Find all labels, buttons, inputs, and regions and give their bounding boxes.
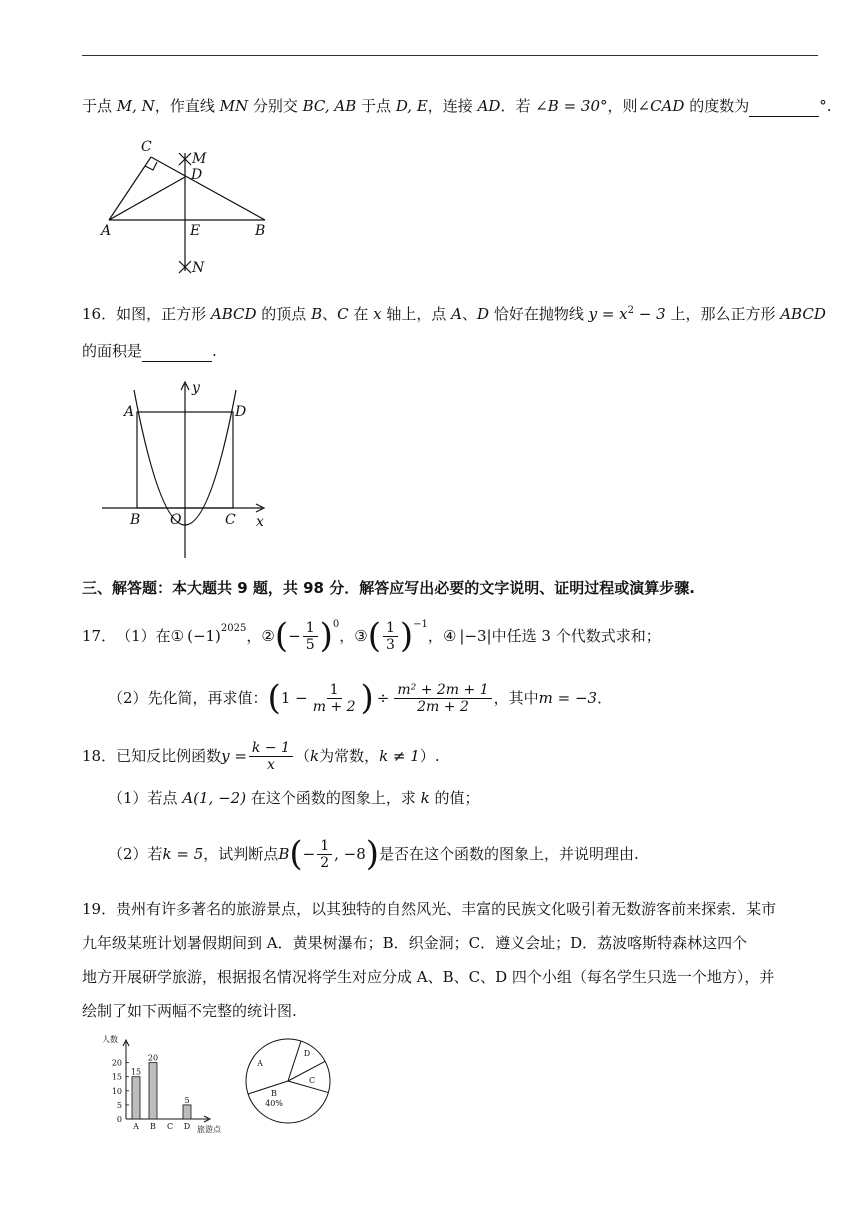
math: k ≠ 1: [379, 747, 420, 765]
math: A(1, −2): [182, 789, 247, 807]
text: .: [212, 342, 217, 360]
circled-number: ③: [354, 627, 368, 645]
q17-part1: [82, 614, 822, 658]
math: k: [309, 747, 320, 765]
question-number: 17．: [82, 627, 117, 645]
exponent: 0: [332, 619, 340, 630]
math: 1 −: [280, 689, 308, 707]
answer-blank[interactable]: [142, 343, 212, 362]
text: 的度数为: [684, 97, 750, 115]
question-number: 18．: [82, 747, 117, 765]
math: k: [420, 789, 430, 807]
text: 的顶点: [256, 305, 312, 323]
text: 分别交: [248, 97, 303, 115]
q18-part2: [108, 832, 848, 876]
math: k = 5: [162, 845, 204, 863]
math: |−3|: [459, 627, 492, 645]
paren-open: (: [367, 616, 381, 656]
text: 如图，正方形: [116, 305, 211, 323]
segment-ad: [109, 177, 185, 220]
text: （1）在: [116, 627, 171, 645]
denominator: x: [266, 756, 275, 773]
text: 是否在这个函数的图象上，并说明理由.: [379, 845, 639, 863]
segment-cb: [151, 157, 265, 220]
bar: [183, 1105, 191, 1119]
fraction: [317, 838, 332, 871]
denominator: 2: [320, 854, 330, 871]
math: ÷: [376, 689, 390, 707]
paren-close: ): [399, 616, 414, 656]
math: B = 30°: [547, 97, 608, 115]
paren-close: ): [319, 616, 333, 656]
text: 恰好在抛物线: [489, 305, 589, 323]
paren-open: (: [267, 678, 281, 718]
text: ，其中: [493, 689, 539, 707]
text: 的面积是: [82, 342, 143, 360]
text: 、: [462, 305, 478, 323]
label-c: C: [141, 139, 152, 155]
y-tick-label: 0: [116, 1115, 122, 1124]
pie-slice-label: C: [308, 1076, 316, 1085]
label-n: N: [192, 260, 205, 276]
data-label: 15: [130, 1067, 142, 1077]
math: −: [302, 845, 316, 863]
text: 为常数，: [319, 747, 380, 765]
q17-part2: [108, 676, 848, 720]
text: 的值；: [429, 789, 480, 807]
text: ，则∠: [607, 97, 651, 115]
math: −: [288, 627, 301, 645]
q19-line2: 九年级某班计划暑假期间到 A．黄果树瀑布；B．织金洞；C．遵义会址；D．荔波喀斯特森林这四个: [82, 934, 748, 952]
text: （2）先化简，再求值：: [108, 689, 268, 707]
numerator: 1: [317, 838, 332, 855]
fraction: [310, 682, 359, 715]
pie-slice-label: B: [271, 1089, 277, 1098]
text: ，作直线: [154, 97, 220, 115]
label-y: y: [192, 380, 200, 396]
fraction: [303, 620, 318, 653]
answer-blank[interactable]: [749, 98, 819, 117]
bar: [149, 1063, 157, 1119]
paren-open: (: [289, 834, 303, 874]
circled-number: ④: [442, 627, 457, 645]
text: ，: [427, 627, 443, 645]
text: （: [294, 747, 310, 765]
label-o: O: [170, 512, 182, 528]
figure-16: [100, 378, 275, 558]
math: , −8: [334, 845, 366, 863]
exponent: 2025: [220, 623, 247, 634]
x-tick-label: D: [183, 1122, 191, 1131]
math: A: [451, 305, 462, 323]
math: B: [278, 845, 290, 863]
text: 、: [322, 305, 338, 323]
label-d: D: [235, 404, 247, 420]
math: y = x: [588, 305, 628, 323]
exponent: 2: [627, 305, 635, 316]
text: ，: [246, 627, 262, 645]
text: 已知反比例函数: [116, 747, 222, 765]
label-a: A: [101, 223, 112, 239]
text: 上，那么正方形: [665, 305, 781, 323]
math: B: [311, 305, 323, 323]
text: 轴上，点: [381, 305, 452, 323]
data-label: 20: [147, 1053, 159, 1063]
text: ．: [597, 689, 613, 707]
q19-line3: 地方开展研学旅游，根据报名情况将学生对应分成 A、B、C、D 四个小组（每名学生只选一个地方），并: [82, 968, 775, 986]
denominator: m + 2: [312, 698, 356, 715]
text: 在这个函数的图象上，求: [246, 789, 421, 807]
label-d: D: [191, 167, 203, 183]
label-m: M: [192, 151, 207, 167]
math: ABCD: [210, 305, 257, 323]
question-number: 16．: [82, 305, 117, 323]
text: 在: [348, 305, 374, 323]
denominator: 3: [385, 636, 395, 653]
q19-line1: 19．贵州有许多著名的旅游景点，以其独特的自然风光、丰富的民族文化吸引着无数游客前来探索．某市: [82, 900, 777, 918]
x-axis-label: 旅游点: [197, 1125, 221, 1134]
math: D: [477, 305, 490, 323]
paren-open: (: [274, 616, 289, 656]
bar: [132, 1077, 140, 1119]
q16-line2: [82, 340, 822, 362]
text: （1）若点: [108, 789, 183, 807]
math: m = −3: [538, 689, 598, 707]
text: ，试判断点: [203, 845, 279, 863]
fraction: [383, 620, 398, 653]
paren-close: ): [365, 834, 380, 874]
label-c: C: [225, 512, 236, 528]
numerator: k − 1: [249, 740, 293, 757]
denominator: 5: [305, 636, 315, 653]
y-tick-label: 15: [111, 1072, 122, 1082]
denominator: 2m + 2: [417, 698, 469, 715]
y-tick-label: 20: [111, 1058, 122, 1068]
text: ．若 ∠: [500, 97, 548, 115]
text: ，: [339, 627, 355, 645]
pie-slice-percent: 40%: [265, 1099, 283, 1108]
math: x: [373, 305, 382, 323]
y-tick-label: 10: [111, 1086, 122, 1096]
math: CAD: [650, 97, 685, 115]
pie-slice-divider: [248, 1081, 288, 1094]
fraction: [394, 682, 491, 715]
math: BC, AB: [302, 97, 357, 115]
bar-chart: [100, 1034, 235, 1134]
text: （2）若: [108, 845, 163, 863]
pie-slice-label: D: [303, 1049, 311, 1058]
label-b: B: [130, 512, 141, 528]
pie-chart: [243, 1036, 333, 1126]
paren-close: ): [360, 678, 374, 718]
math: D, E: [395, 97, 428, 115]
label-x: x: [256, 514, 264, 530]
x-tick-label: A: [133, 1122, 139, 1131]
math: M, N: [116, 97, 155, 115]
math: ABCD: [780, 305, 826, 323]
text: 于点: [82, 97, 117, 115]
circled-number: ①: [170, 627, 185, 645]
figure-15: [95, 135, 285, 285]
text: °.: [819, 97, 832, 115]
circled-number: ②: [261, 627, 275, 645]
label-e: E: [190, 223, 201, 239]
math: AD: [477, 97, 501, 115]
text: 中任选 3 个代数式求和；: [491, 627, 661, 645]
text: ，连接: [427, 97, 478, 115]
math: y =: [221, 747, 247, 765]
pie-slice-label: A: [257, 1059, 263, 1068]
label-b: B: [255, 223, 266, 239]
y-axis-label: 人数: [102, 1035, 118, 1044]
segment-ac: [109, 157, 151, 220]
numerator: m² + 2m + 1: [394, 682, 491, 699]
text: ）.: [419, 747, 440, 765]
q16-line1: [82, 300, 826, 325]
x-tick-label: B: [150, 1122, 156, 1131]
numerator: 1: [303, 620, 318, 637]
label-a: A: [124, 404, 135, 420]
math: − 3: [634, 305, 666, 323]
exponent: −1: [413, 619, 428, 630]
q18-stem: [82, 734, 822, 778]
data-label: 5: [184, 1095, 190, 1105]
text: 于点: [356, 97, 396, 115]
section-3-heading: 三、解答题：本大题共 9 题，共 98 分．解答应写出必要的文字说明、证明过程或演算步骤.: [82, 579, 695, 597]
q15-tail-line: [82, 95, 832, 117]
q18-part1: [108, 787, 848, 809]
math: C: [337, 305, 349, 323]
math: (−1): [187, 627, 221, 645]
fraction: [249, 740, 293, 773]
header-rule: [82, 55, 818, 56]
x-tick-label: C: [166, 1122, 174, 1131]
y-tick-label: 5: [116, 1100, 122, 1110]
numerator: 1: [383, 620, 398, 637]
numerator: 1: [327, 682, 342, 699]
q19-line4: 绘制了如下两幅不完整的统计图.: [82, 1002, 297, 1020]
math: MN: [219, 97, 249, 115]
